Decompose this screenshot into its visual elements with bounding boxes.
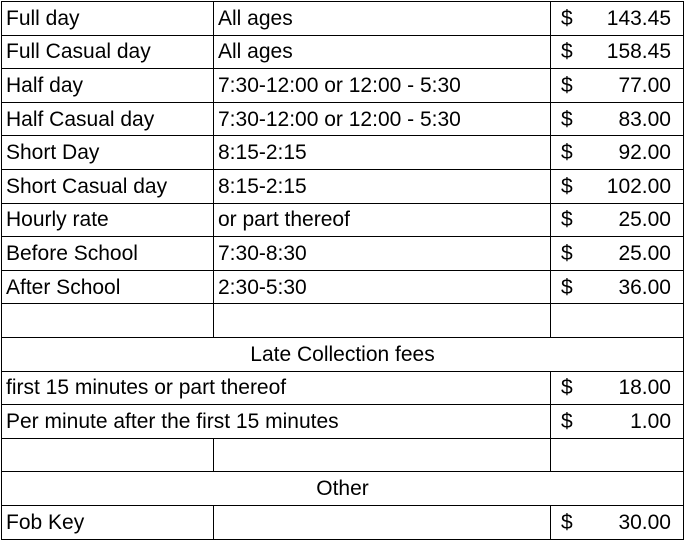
currency-symbol: $ — [561, 40, 573, 64]
rate-name: Short Casual day — [2, 169, 214, 203]
currency-symbol: $ — [561, 409, 573, 433]
table-row — [2, 102, 684, 136]
late-fee-name: Per minute after the first 15 minutes — [2, 405, 551, 439]
table-row — [2, 2, 684, 36]
currency-symbol: $ — [561, 208, 573, 232]
rate-time: 2:30-5:30 — [214, 270, 551, 304]
currency-symbol: $ — [561, 141, 573, 165]
table-row — [2, 203, 684, 237]
table-row — [2, 270, 684, 304]
rate-amount: 83.00 — [618, 107, 671, 131]
late-fee-amount: 1.00 — [630, 409, 671, 433]
table-row — [2, 505, 684, 539]
rate-name: Half Casual day — [2, 102, 214, 136]
late-collection-heading: Late Collection fees — [2, 337, 684, 371]
currency-symbol: $ — [561, 107, 573, 131]
currency-symbol: $ — [561, 241, 573, 265]
rate-amount: 25.00 — [618, 241, 671, 265]
blank-row — [2, 304, 684, 338]
currency-symbol: $ — [561, 6, 573, 30]
empty-cell — [551, 304, 684, 338]
table-row — [2, 237, 684, 271]
rate-name: Full day — [2, 2, 214, 36]
table-row — [2, 136, 684, 170]
currency-symbol: $ — [561, 174, 573, 198]
currency-symbol: $ — [561, 275, 573, 299]
other-heading: Other — [2, 472, 684, 506]
rate-amount: 36.00 — [618, 275, 671, 299]
rate-time: All ages — [214, 35, 551, 69]
currency-symbol: $ — [561, 73, 573, 97]
other-fee-amount-cell — [551, 505, 684, 539]
rate-name: Before School — [2, 237, 214, 271]
rate-time: 7:30-8:30 — [214, 237, 551, 271]
rate-amount-cell — [551, 270, 684, 304]
late-fee-amount: 18.00 — [618, 376, 671, 400]
rate-amount-cell — [551, 2, 684, 36]
rate-name: After School — [2, 270, 214, 304]
rate-amount-cell — [551, 69, 684, 103]
rate-amount-cell — [551, 169, 684, 203]
rate-amount: 25.00 — [618, 208, 671, 232]
rate-name: Short Day — [2, 136, 214, 170]
rate-amount-cell — [551, 237, 684, 271]
table-row — [2, 371, 684, 405]
empty-cell — [2, 438, 214, 472]
rate-time: 7:30-12:00 or 12:00 - 5:30 — [214, 102, 551, 136]
late-fee-name: first 15 minutes or part thereof — [2, 371, 551, 405]
empty-cell — [2, 304, 214, 338]
empty-cell — [551, 438, 684, 472]
rate-amount-cell — [551, 136, 684, 170]
currency-symbol: $ — [561, 510, 573, 534]
empty-cell — [214, 505, 551, 539]
rate-time: 8:15-2:15 — [214, 136, 551, 170]
rate-name: Full Casual day — [2, 35, 214, 69]
table-row — [2, 169, 684, 203]
rate-time: or part thereof — [214, 203, 551, 237]
other-fee-amount: 30.00 — [618, 510, 671, 534]
section-heading-row — [2, 337, 684, 371]
table-row — [2, 405, 684, 439]
empty-cell — [214, 438, 551, 472]
rate-amount-cell — [551, 102, 684, 136]
table-row — [2, 35, 684, 69]
other-fee-name: Fob Key — [2, 505, 214, 539]
late-fee-amount-cell — [551, 405, 684, 439]
rate-time: 7:30-12:00 or 12:00 - 5:30 — [214, 69, 551, 103]
rate-name: Hourly rate — [2, 203, 214, 237]
currency-symbol: $ — [561, 376, 573, 400]
rate-time: All ages — [214, 2, 551, 36]
empty-cell — [214, 304, 551, 338]
rate-amount: 102.00 — [606, 174, 671, 198]
rate-name: Half day — [2, 69, 214, 103]
rate-amount: 158.45 — [606, 40, 671, 64]
rate-time: 8:15-2:15 — [214, 169, 551, 203]
rate-amount: 143.45 — [606, 6, 671, 30]
blank-row — [2, 438, 684, 472]
rate-amount: 77.00 — [618, 73, 671, 97]
section-heading-row — [2, 472, 684, 506]
rate-amount: 92.00 — [618, 141, 671, 165]
fee-table — [1, 1, 684, 540]
rate-amount-cell — [551, 35, 684, 69]
table-row — [2, 69, 684, 103]
rate-amount-cell — [551, 203, 684, 237]
late-fee-amount-cell — [551, 371, 684, 405]
